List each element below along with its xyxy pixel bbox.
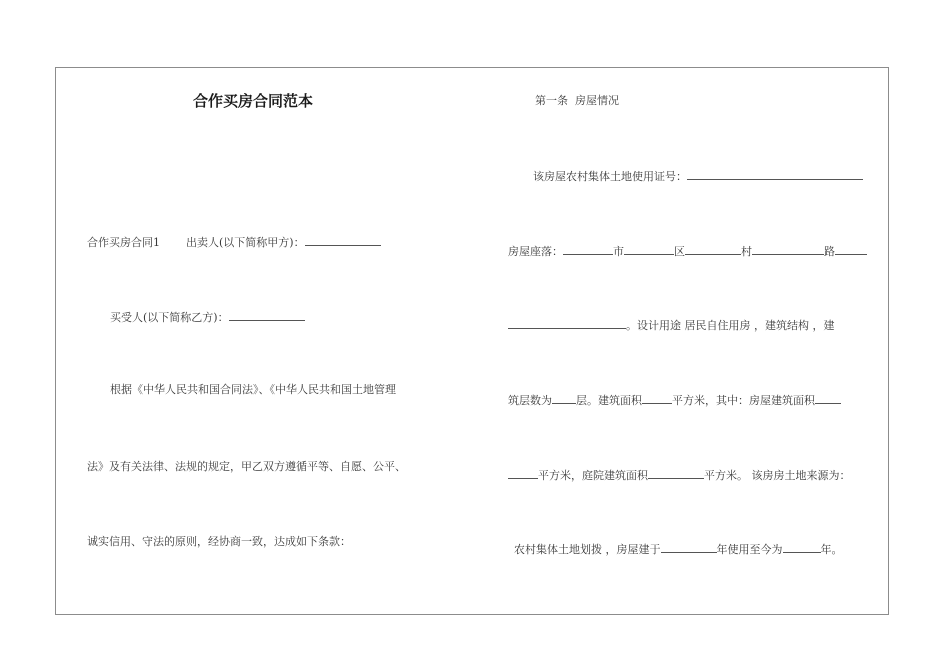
city-blank[interactable]	[563, 244, 613, 255]
seller-label: 出卖人(以下简称甲方)：	[186, 236, 305, 249]
page-frame	[55, 67, 889, 615]
buyer-blank[interactable]	[229, 310, 305, 321]
article-heading: 第一条 房屋情况	[535, 94, 619, 107]
floors-blank[interactable]	[552, 393, 576, 404]
courtyard-text: 平方米，庭院建筑面积	[538, 469, 648, 482]
buyer-label: 买受人(以下简称乙方)：	[110, 311, 229, 324]
area-blank[interactable]	[642, 393, 672, 404]
land-cert-label: 该房屋农村集体土地使用证号：	[533, 170, 687, 183]
road-blank[interactable]	[752, 244, 824, 255]
road-label: 路	[824, 245, 835, 258]
house-area-value-blank[interactable]	[508, 468, 538, 479]
use-years-blank[interactable]	[783, 542, 821, 553]
floors-line	[508, 393, 841, 408]
house-area-blank[interactable]	[815, 393, 841, 404]
city-label: 市	[613, 245, 624, 258]
seller-blank[interactable]	[305, 235, 381, 246]
land-cert-line	[533, 169, 863, 184]
year-label: 年。	[820, 543, 843, 556]
paragraph-line-2: 法》及有关法律、法规的规定，甲乙双方遵循平等、自愿、公平、	[87, 460, 406, 473]
paragraph-line-3: 诚实信用、守法的原则，经协商一致，达成如下条款：	[87, 535, 351, 548]
land-cert-blank[interactable]	[687, 169, 863, 180]
build-year-blank[interactable]	[661, 542, 717, 553]
location-label: 房屋座落：	[508, 245, 563, 258]
floors-unit: 层。建筑面积	[576, 394, 642, 407]
use-text: 年使用至今为	[716, 543, 783, 556]
courtyard-area-blank[interactable]	[648, 468, 704, 479]
location-line	[508, 244, 867, 259]
district-blank[interactable]	[624, 244, 674, 255]
document-title: 合作买房合同范本	[193, 92, 314, 110]
district-label: 区	[674, 245, 685, 258]
floors-label: 筑层数为	[508, 394, 552, 407]
seller-line	[87, 235, 381, 250]
paragraph-line-1: 根据《中华人民共和国合同法》、《中华人民共和国土地管理	[110, 383, 396, 396]
contract-number: 合作买房合同1	[87, 236, 160, 249]
source-text: 平方米。 该房房土地来源为：	[704, 469, 851, 482]
usage-text: 。设计用途 居民自住用房 ，建筑结构 ，建	[626, 319, 835, 332]
address-continuation-blank[interactable]	[508, 318, 626, 329]
usage-line	[508, 318, 835, 333]
area-text: 平方米，其中：房屋建筑面积	[672, 394, 815, 407]
courtyard-line	[508, 468, 851, 483]
village-label: 村	[741, 245, 752, 258]
road-number-blank[interactable]	[835, 244, 867, 255]
buyer-line	[110, 310, 305, 325]
allocation-line	[514, 542, 843, 557]
allocation-text: 农村集体土地划拨 ，房屋建于	[514, 543, 661, 556]
village-blank[interactable]	[685, 244, 741, 255]
